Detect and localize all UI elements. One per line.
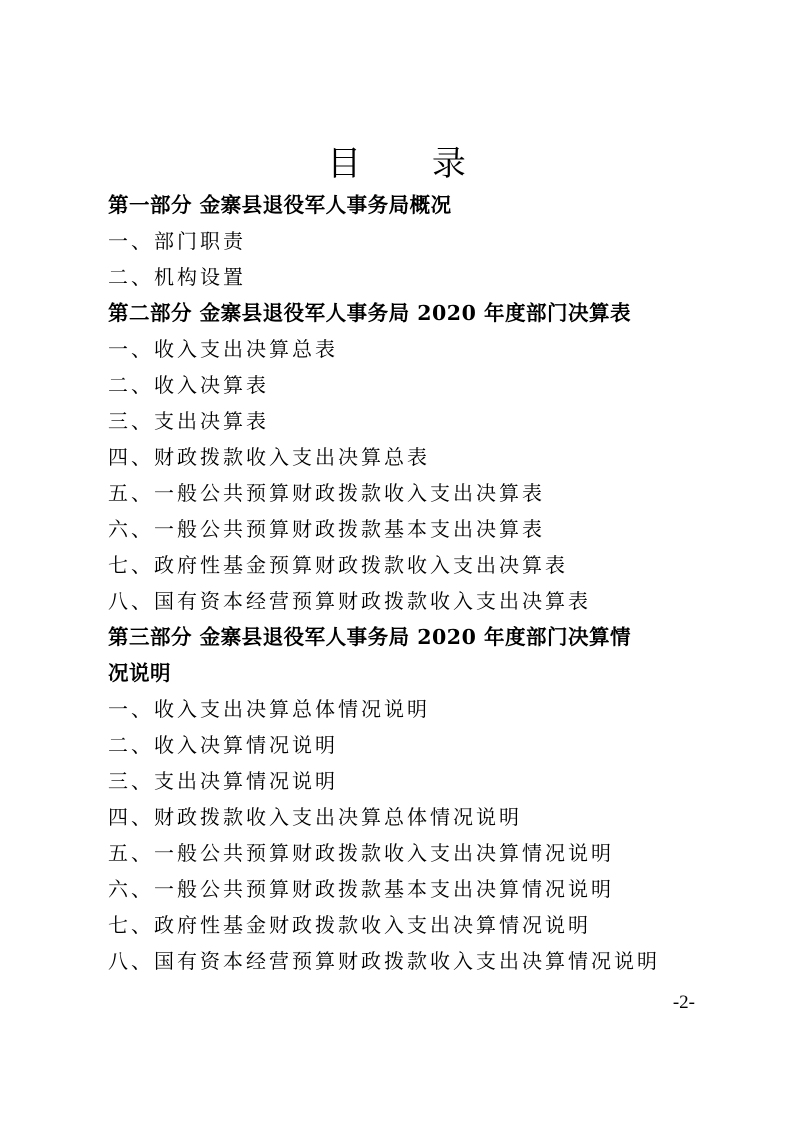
toc-item: 四、财政拨款收入支出决算总表 — [108, 445, 430, 469]
table-of-contents — [108, 187, 698, 979]
page-number: -2- — [672, 992, 695, 1013]
toc-item: 六、一般公共预算财政拨款基本支出决算表 — [108, 517, 545, 541]
toc-item: 八、国有资本经营预算财政拨款收入支出决算情况说明 — [108, 949, 660, 973]
toc-item: 六、一般公共预算财政拨款基本支出决算情况说明 — [108, 877, 614, 901]
toc-item: 三、支出决算情况说明 — [108, 769, 338, 793]
toc-item: 八、国有资本经营预算财政拨款收入支出决算表 — [108, 589, 591, 613]
toc-item: 五、一般公共预算财政拨款收入支出决算表 — [108, 481, 545, 505]
toc-item: 二、收入决算表 — [108, 373, 269, 397]
part1-heading: 第一部分 金寨县退役军人事务局概况 — [108, 193, 452, 217]
part3-heading-line1: 第三部分 金寨县退役军人事务局 2020 年度部门决算情 — [108, 625, 631, 649]
toc-item: 七、政府性基金财政拨款收入支出决算情况说明 — [108, 913, 591, 937]
toc-item: 一、收入支出决算总表 — [108, 337, 338, 361]
toc-item: 一、部门职责 — [108, 229, 246, 253]
toc-item: 七、政府性基金预算财政拨款收入支出决算表 — [108, 553, 568, 577]
toc-item: 三、支出决算表 — [108, 409, 269, 433]
toc-title: 目 录 — [327, 144, 496, 184]
part3-heading-line2: 况说明 — [108, 661, 171, 685]
toc-item: 二、机构设置 — [108, 265, 246, 289]
toc-item: 四、财政拨款收入支出决算总体情况说明 — [108, 805, 522, 829]
toc-item: 二、收入决算情况说明 — [108, 733, 338, 757]
toc-item: 一、收入支出决算总体情况说明 — [108, 697, 430, 721]
toc-item: 五、一般公共预算财政拨款收入支出决算情况说明 — [108, 841, 614, 865]
part2-heading: 第二部分 金寨县退役军人事务局 2020 年度部门决算表 — [108, 301, 631, 325]
